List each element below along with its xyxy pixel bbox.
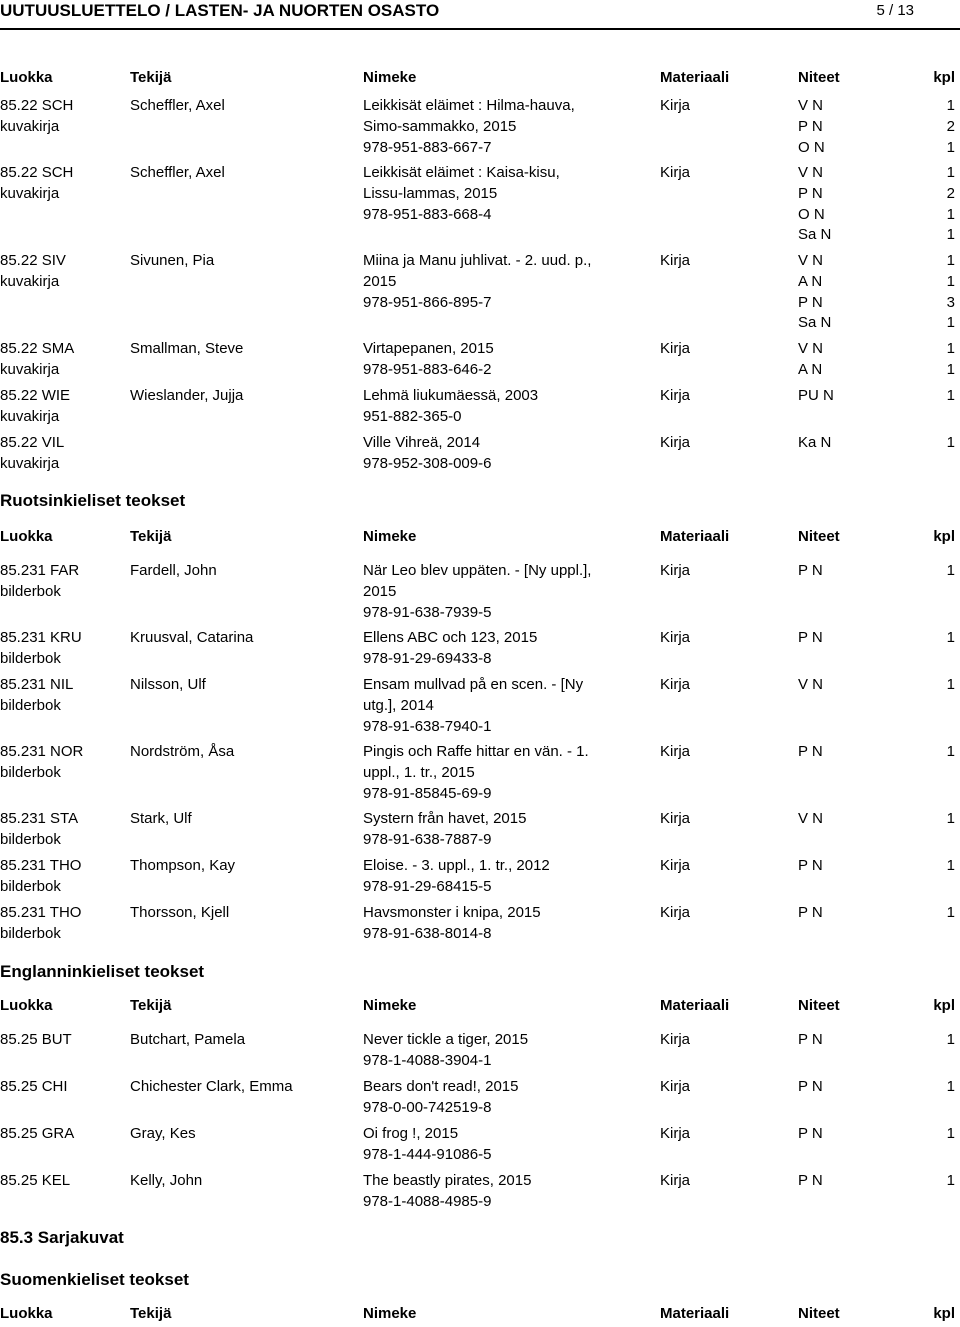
kpl-cell: 1 bbox=[946, 743, 955, 760]
nimeke-cell: 978-0-00-742519-8 bbox=[363, 1098, 492, 1116]
col-header-niteet: Niteet bbox=[798, 528, 840, 545]
col-header-luokka: Luokka bbox=[0, 997, 53, 1014]
niteet-cell: P N bbox=[798, 743, 823, 760]
luokka-cell: bilderbok bbox=[0, 649, 61, 667]
nimeke-cell: Pingis och Raffe hittar en vän. - 1. bbox=[363, 743, 589, 760]
niteet-cell: P N bbox=[798, 562, 823, 579]
nimeke-cell: 978-951-883-667-7 bbox=[363, 138, 492, 156]
luokka-cell: 85.231 FAR bbox=[0, 562, 80, 579]
materiaali-cell: Kirja bbox=[660, 857, 691, 874]
materiaali-cell: Kirja bbox=[660, 810, 691, 827]
tekija-cell: Scheffler, Axel bbox=[130, 164, 225, 181]
luokka-cell: 85.22 SIV bbox=[0, 252, 66, 269]
col-header-tekija: Tekijä bbox=[130, 69, 172, 86]
materiaali-cell: Kirja bbox=[660, 904, 691, 921]
nimeke-cell: 978-91-85845-69-9 bbox=[363, 784, 492, 802]
tekija-cell: Kelly, John bbox=[130, 1172, 203, 1189]
page-header bbox=[0, 0, 960, 24]
niteet-cell: P N bbox=[798, 293, 823, 311]
nimeke-cell: utg.], 2014 bbox=[363, 696, 434, 714]
materiaali-cell: Kirja bbox=[660, 1172, 691, 1189]
nimeke-cell: Eloise. - 3. uppl., 1. tr., 2012 bbox=[363, 857, 550, 874]
niteet-cell: P N bbox=[798, 184, 823, 202]
nimeke-cell: Ville Vihreä, 2014 bbox=[363, 434, 481, 451]
col-header-kpl: kpl bbox=[933, 997, 955, 1014]
niteet-cell: V N bbox=[798, 97, 824, 114]
kpl-cell: 3 bbox=[946, 293, 955, 311]
niteet-cell: V N bbox=[798, 676, 824, 693]
niteet-cell: P N bbox=[798, 629, 823, 646]
col-header-materiaali: Materiaali bbox=[660, 1305, 730, 1322]
kpl-cell: 1 bbox=[946, 676, 955, 693]
category-title: 85.3 Sarjakuvat bbox=[0, 1228, 124, 1247]
nimeke-cell: 2015 bbox=[363, 582, 397, 600]
nimeke-cell: 978-91-29-69433-8 bbox=[363, 649, 492, 667]
luokka-cell: 85.231 NIL bbox=[0, 676, 74, 693]
page-number: 5 / 13 bbox=[876, 2, 914, 19]
nimeke-cell: 2015 bbox=[363, 272, 397, 290]
kpl-cell: 1 bbox=[946, 97, 955, 114]
tekija-cell: Scheffler, Axel bbox=[130, 97, 225, 114]
nimeke-cell: Simo-sammakko, 2015 bbox=[363, 117, 517, 135]
nimeke-cell: 978-1-4088-3904-1 bbox=[363, 1051, 492, 1069]
nimeke-cell: Ensam mullvad på en scen. - [Ny bbox=[363, 676, 584, 693]
nimeke-cell: 978-91-29-68415-5 bbox=[363, 877, 492, 895]
kpl-cell: 1 bbox=[946, 138, 955, 156]
nimeke-cell: 951-882-365-0 bbox=[363, 407, 462, 425]
luokka-cell: kuvakirja bbox=[0, 117, 60, 135]
materiaali-cell: Kirja bbox=[660, 340, 691, 357]
kpl-cell: 1 bbox=[946, 164, 955, 181]
niteet-cell: P N bbox=[798, 1172, 823, 1189]
kpl-cell: 1 bbox=[946, 629, 955, 646]
nimeke-cell: 978-951-883-668-4 bbox=[363, 205, 492, 223]
luokka-cell: bilderbok bbox=[0, 924, 61, 942]
kpl-cell: 1 bbox=[946, 360, 955, 378]
tekija-cell: Kruusval, Catarina bbox=[130, 629, 254, 646]
niteet-cell: O N bbox=[798, 138, 825, 156]
materiaali-cell: Kirja bbox=[660, 676, 691, 693]
kpl-cell: 2 bbox=[946, 184, 955, 202]
luokka-cell: 85.231 THO bbox=[0, 857, 82, 874]
tekija-cell: Butchart, Pamela bbox=[130, 1031, 246, 1048]
col-header-kpl: kpl bbox=[933, 69, 955, 86]
luokka-cell: 85.22 SCH bbox=[0, 97, 74, 114]
col-header-nimeke: Nimeke bbox=[363, 1305, 417, 1322]
kpl-cell: 1 bbox=[946, 340, 955, 357]
col-header-niteet: Niteet bbox=[798, 1305, 840, 1322]
luokka-cell: kuvakirja bbox=[0, 272, 60, 290]
niteet-cell: Sa N bbox=[798, 226, 832, 244]
col-header-nimeke: Nimeke bbox=[363, 528, 417, 545]
tekija-cell: Sivunen, Pia bbox=[130, 252, 215, 269]
nimeke-cell: Systern från havet, 2015 bbox=[363, 810, 527, 827]
luokka-cell: 85.22 WIE bbox=[0, 387, 71, 404]
niteet-cell: P N bbox=[798, 1125, 823, 1142]
nimeke-cell: 978-951-866-895-7 bbox=[363, 293, 492, 311]
tekija-cell: Nilsson, Ulf bbox=[130, 676, 206, 693]
nimeke-cell: Lissu-lammas, 2015 bbox=[363, 184, 498, 202]
document-title: UUTUUSLUETTELO / LASTEN- JA NUORTEN OSASTO bbox=[0, 1, 440, 20]
luokka-cell: 85.231 THO bbox=[0, 904, 82, 921]
nimeke-cell: Leikkisät eläimet : Kaisa-kisu, bbox=[363, 164, 560, 181]
col-header-luokka: Luokka bbox=[0, 1305, 53, 1322]
luokka-cell: 85.231 STA bbox=[0, 810, 79, 827]
kpl-cell: 1 bbox=[946, 1031, 955, 1048]
niteet-cell: P N bbox=[798, 1031, 823, 1048]
luokka-cell: bilderbok bbox=[0, 582, 61, 600]
nimeke-cell: 978-1-4088-4985-9 bbox=[363, 1192, 492, 1210]
nimeke-cell: 978-91-638-8014-8 bbox=[363, 924, 492, 942]
niteet-cell: V N bbox=[798, 164, 824, 181]
luokka-cell: 85.22 VIL bbox=[0, 434, 65, 451]
tekija-cell: Fardell, John bbox=[130, 562, 217, 579]
nimeke-cell: Oi frog !, 2015 bbox=[363, 1125, 459, 1142]
nimeke-cell: 978-91-638-7887-9 bbox=[363, 830, 492, 848]
kpl-cell: 1 bbox=[946, 434, 955, 451]
kpl-cell: 1 bbox=[946, 205, 955, 223]
luokka-cell: bilderbok bbox=[0, 696, 61, 714]
luokka-cell: kuvakirja bbox=[0, 407, 60, 425]
luokka-cell: kuvakirja bbox=[0, 184, 60, 202]
nimeke-cell: När Leo blev uppäten. - [Ny uppl.], bbox=[363, 562, 592, 579]
kpl-cell: 1 bbox=[946, 226, 955, 244]
col-header-kpl: kpl bbox=[933, 528, 955, 545]
materiaali-cell: Kirja bbox=[660, 434, 691, 451]
nimeke-cell: Miina ja Manu juhlivat. - 2. uud. p., bbox=[363, 252, 592, 269]
luokka-cell: 85.25 KEL bbox=[0, 1172, 71, 1189]
col-header-materiaali: Materiaali bbox=[660, 997, 730, 1014]
col-header-niteet: Niteet bbox=[798, 997, 840, 1014]
luokka-cell: 85.22 SCH bbox=[0, 164, 74, 181]
luokka-cell: 85.25 GRA bbox=[0, 1125, 75, 1142]
tekija-cell: Thompson, Kay bbox=[130, 857, 236, 874]
tekija-cell: Wieslander, Jujja bbox=[130, 387, 244, 404]
nimeke-cell: Virtapepanen, 2015 bbox=[363, 340, 494, 357]
nimeke-cell: 978-952-308-009-6 bbox=[363, 454, 492, 472]
luokka-cell: 85.231 NOR bbox=[0, 743, 84, 760]
niteet-cell: P N bbox=[798, 904, 823, 921]
col-header-nimeke: Nimeke bbox=[363, 69, 417, 86]
nimeke-cell: 978-91-638-7939-5 bbox=[363, 603, 492, 621]
materiaali-cell: Kirja bbox=[660, 629, 691, 646]
kpl-cell: 1 bbox=[946, 562, 955, 579]
niteet-cell: A N bbox=[798, 272, 823, 290]
luokka-cell: 85.25 CHI bbox=[0, 1078, 68, 1095]
tekija-cell: Thorsson, Kjell bbox=[130, 904, 230, 921]
luokka-cell: kuvakirja bbox=[0, 360, 60, 378]
niteet-cell: Ka N bbox=[798, 434, 832, 451]
niteet-cell: P N bbox=[798, 1078, 823, 1095]
kpl-cell: 1 bbox=[946, 904, 955, 921]
kpl-cell: 1 bbox=[946, 857, 955, 874]
niteet-cell: P N bbox=[798, 117, 823, 135]
nimeke-cell: 978-91-638-7940-1 bbox=[363, 717, 492, 735]
nimeke-cell: uppl., 1. tr., 2015 bbox=[363, 763, 475, 781]
section-title: Ruotsinkieliset teokset bbox=[0, 491, 186, 510]
materiaali-cell: Kirja bbox=[660, 1078, 691, 1095]
materiaali-cell: Kirja bbox=[660, 252, 691, 269]
kpl-cell: 1 bbox=[946, 314, 955, 332]
niteet-cell: V N bbox=[798, 810, 824, 827]
luokka-cell: bilderbok bbox=[0, 830, 61, 848]
section-title: Englanninkieliset teokset bbox=[0, 962, 205, 981]
tekija-cell: Smallman, Steve bbox=[130, 340, 244, 357]
col-header-tekija: Tekijä bbox=[130, 997, 172, 1014]
materiaali-cell: Kirja bbox=[660, 1125, 691, 1142]
niteet-cell: PU N bbox=[798, 387, 834, 404]
col-header-kpl: kpl bbox=[933, 1305, 955, 1322]
col-header-nimeke: Nimeke bbox=[363, 997, 417, 1014]
luokka-cell: 85.231 KRU bbox=[0, 629, 82, 646]
nimeke-cell: 978-951-883-646-2 bbox=[363, 360, 492, 378]
luokka-cell: 85.22 SMA bbox=[0, 340, 75, 357]
luokka-cell: bilderbok bbox=[0, 763, 61, 781]
nimeke-cell: Ellens ABC och 123, 2015 bbox=[363, 629, 538, 646]
kpl-cell: 1 bbox=[946, 1172, 955, 1189]
nimeke-cell: Bears don't read!, 2015 bbox=[363, 1078, 519, 1095]
col-header-niteet: Niteet bbox=[798, 69, 840, 86]
header-rule bbox=[0, 28, 960, 30]
materiaali-cell: Kirja bbox=[660, 1031, 691, 1048]
niteet-cell: Sa N bbox=[798, 314, 832, 332]
kpl-cell: 2 bbox=[946, 117, 955, 135]
materiaali-cell: Kirja bbox=[660, 164, 691, 181]
luokka-cell: kuvakirja bbox=[0, 454, 60, 472]
kpl-cell: 1 bbox=[946, 272, 955, 290]
tekija-cell: Stark, Ulf bbox=[130, 810, 192, 827]
nimeke-cell: Leikkisät eläimet : Hilma-hauva, bbox=[363, 97, 575, 114]
kpl-cell: 1 bbox=[946, 1125, 955, 1142]
materiaali-cell: Kirja bbox=[660, 97, 691, 114]
subsection-title: Suomenkieliset teokset bbox=[0, 1270, 189, 1289]
niteet-cell: P N bbox=[798, 857, 823, 874]
col-header-luokka: Luokka bbox=[0, 69, 53, 86]
col-header-materiaali: Materiaali bbox=[660, 69, 730, 86]
nimeke-cell: Lehmä liukumäessä, 2003 bbox=[363, 387, 539, 404]
nimeke-cell: Havsmonster i knipa, 2015 bbox=[363, 904, 541, 921]
niteet-cell: V N bbox=[798, 252, 824, 269]
niteet-cell: V N bbox=[798, 340, 824, 357]
materiaali-cell: Kirja bbox=[660, 387, 691, 404]
kpl-cell: 1 bbox=[946, 387, 955, 404]
niteet-cell: O N bbox=[798, 205, 825, 223]
kpl-cell: 1 bbox=[946, 1078, 955, 1095]
kpl-cell: 1 bbox=[946, 810, 955, 827]
materiaali-cell: Kirja bbox=[660, 743, 691, 760]
nimeke-cell: The beastly pirates, 2015 bbox=[363, 1172, 532, 1189]
kpl-cell: 1 bbox=[946, 252, 955, 269]
tekija-cell: Chichester Clark, Emma bbox=[130, 1078, 293, 1095]
nimeke-cell: 978-1-444-91086-5 bbox=[363, 1145, 492, 1163]
nimeke-cell: Never tickle a tiger, 2015 bbox=[363, 1031, 529, 1048]
col-header-tekija: Tekijä bbox=[130, 1305, 172, 1322]
col-header-tekija: Tekijä bbox=[130, 528, 172, 545]
col-header-luokka: Luokka bbox=[0, 528, 53, 545]
materiaali-cell: Kirja bbox=[660, 562, 691, 579]
tekija-cell: Nordström, Åsa bbox=[130, 743, 235, 760]
niteet-cell: A N bbox=[798, 360, 823, 378]
luokka-cell: bilderbok bbox=[0, 877, 61, 895]
luokka-cell: 85.25 BUT bbox=[0, 1031, 72, 1048]
tekija-cell: Gray, Kes bbox=[130, 1125, 196, 1142]
col-header-materiaali: Materiaali bbox=[660, 528, 730, 545]
